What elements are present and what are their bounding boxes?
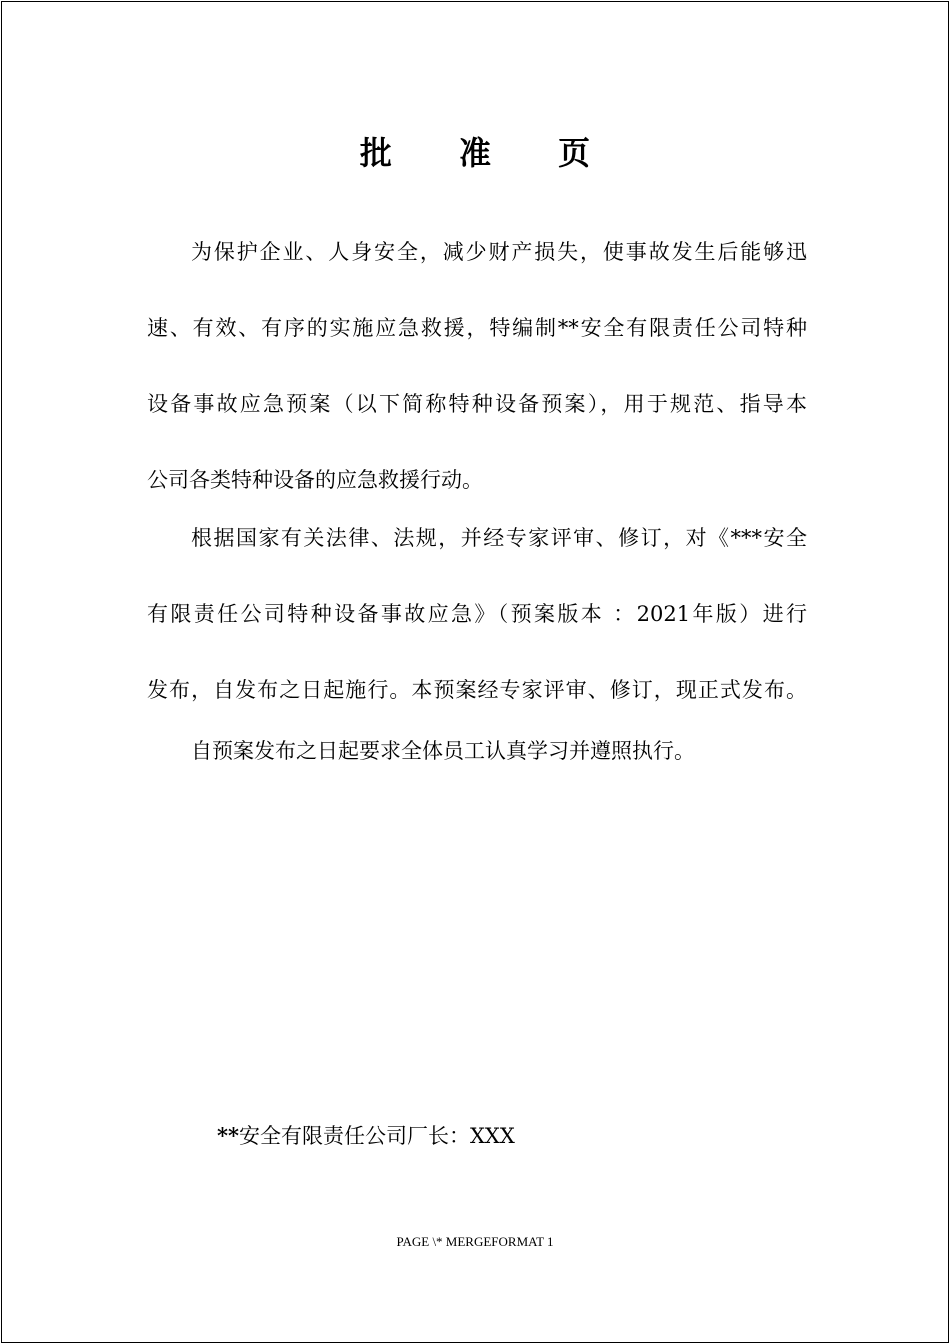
signature-text: 安全有限责任公司厂长：XXX [238,1124,515,1148]
paragraph-line: 有限责任公司特种设备事故应急》（预案版本 ：2021年版）进行 [147,602,807,626]
paragraph-basis [147,500,807,728]
paragraph-purpose [147,214,807,518]
paragraph-requirement: 自预案发布之日起要求全体员工认真学习并遵照执行。 [191,739,695,763]
paragraph-line: 为保护企业、人身安全，减少财产损失，使事故发生后能够迅 [191,240,807,264]
document-page [1,1,949,1343]
paragraph-line: 发布，自发布之日起施行。本预案经专家评审、修订，现正式发布。 [147,678,807,702]
paragraph-line: 设备事故应急预案（以下简称特种设备预案），用于规范、指导本 [147,392,807,416]
signature-line [217,1118,515,1154]
page-title: 批 准 页 [359,134,619,172]
paragraph-line: 速、有效、有序的实施应急救援，特编制**安全有限责任公司特种 [147,316,807,340]
paragraph-line: 根据国家有关法律、法规，并经专家评审、修订，对《***安全 [191,526,807,550]
page-footer-field: PAGE \* MERGEFORMAT 1 [396,1234,554,1249]
signature-prefix: ** [217,1123,239,1148]
paragraph-line: 公司各类特种设备的应急救援行动。 [147,468,483,492]
